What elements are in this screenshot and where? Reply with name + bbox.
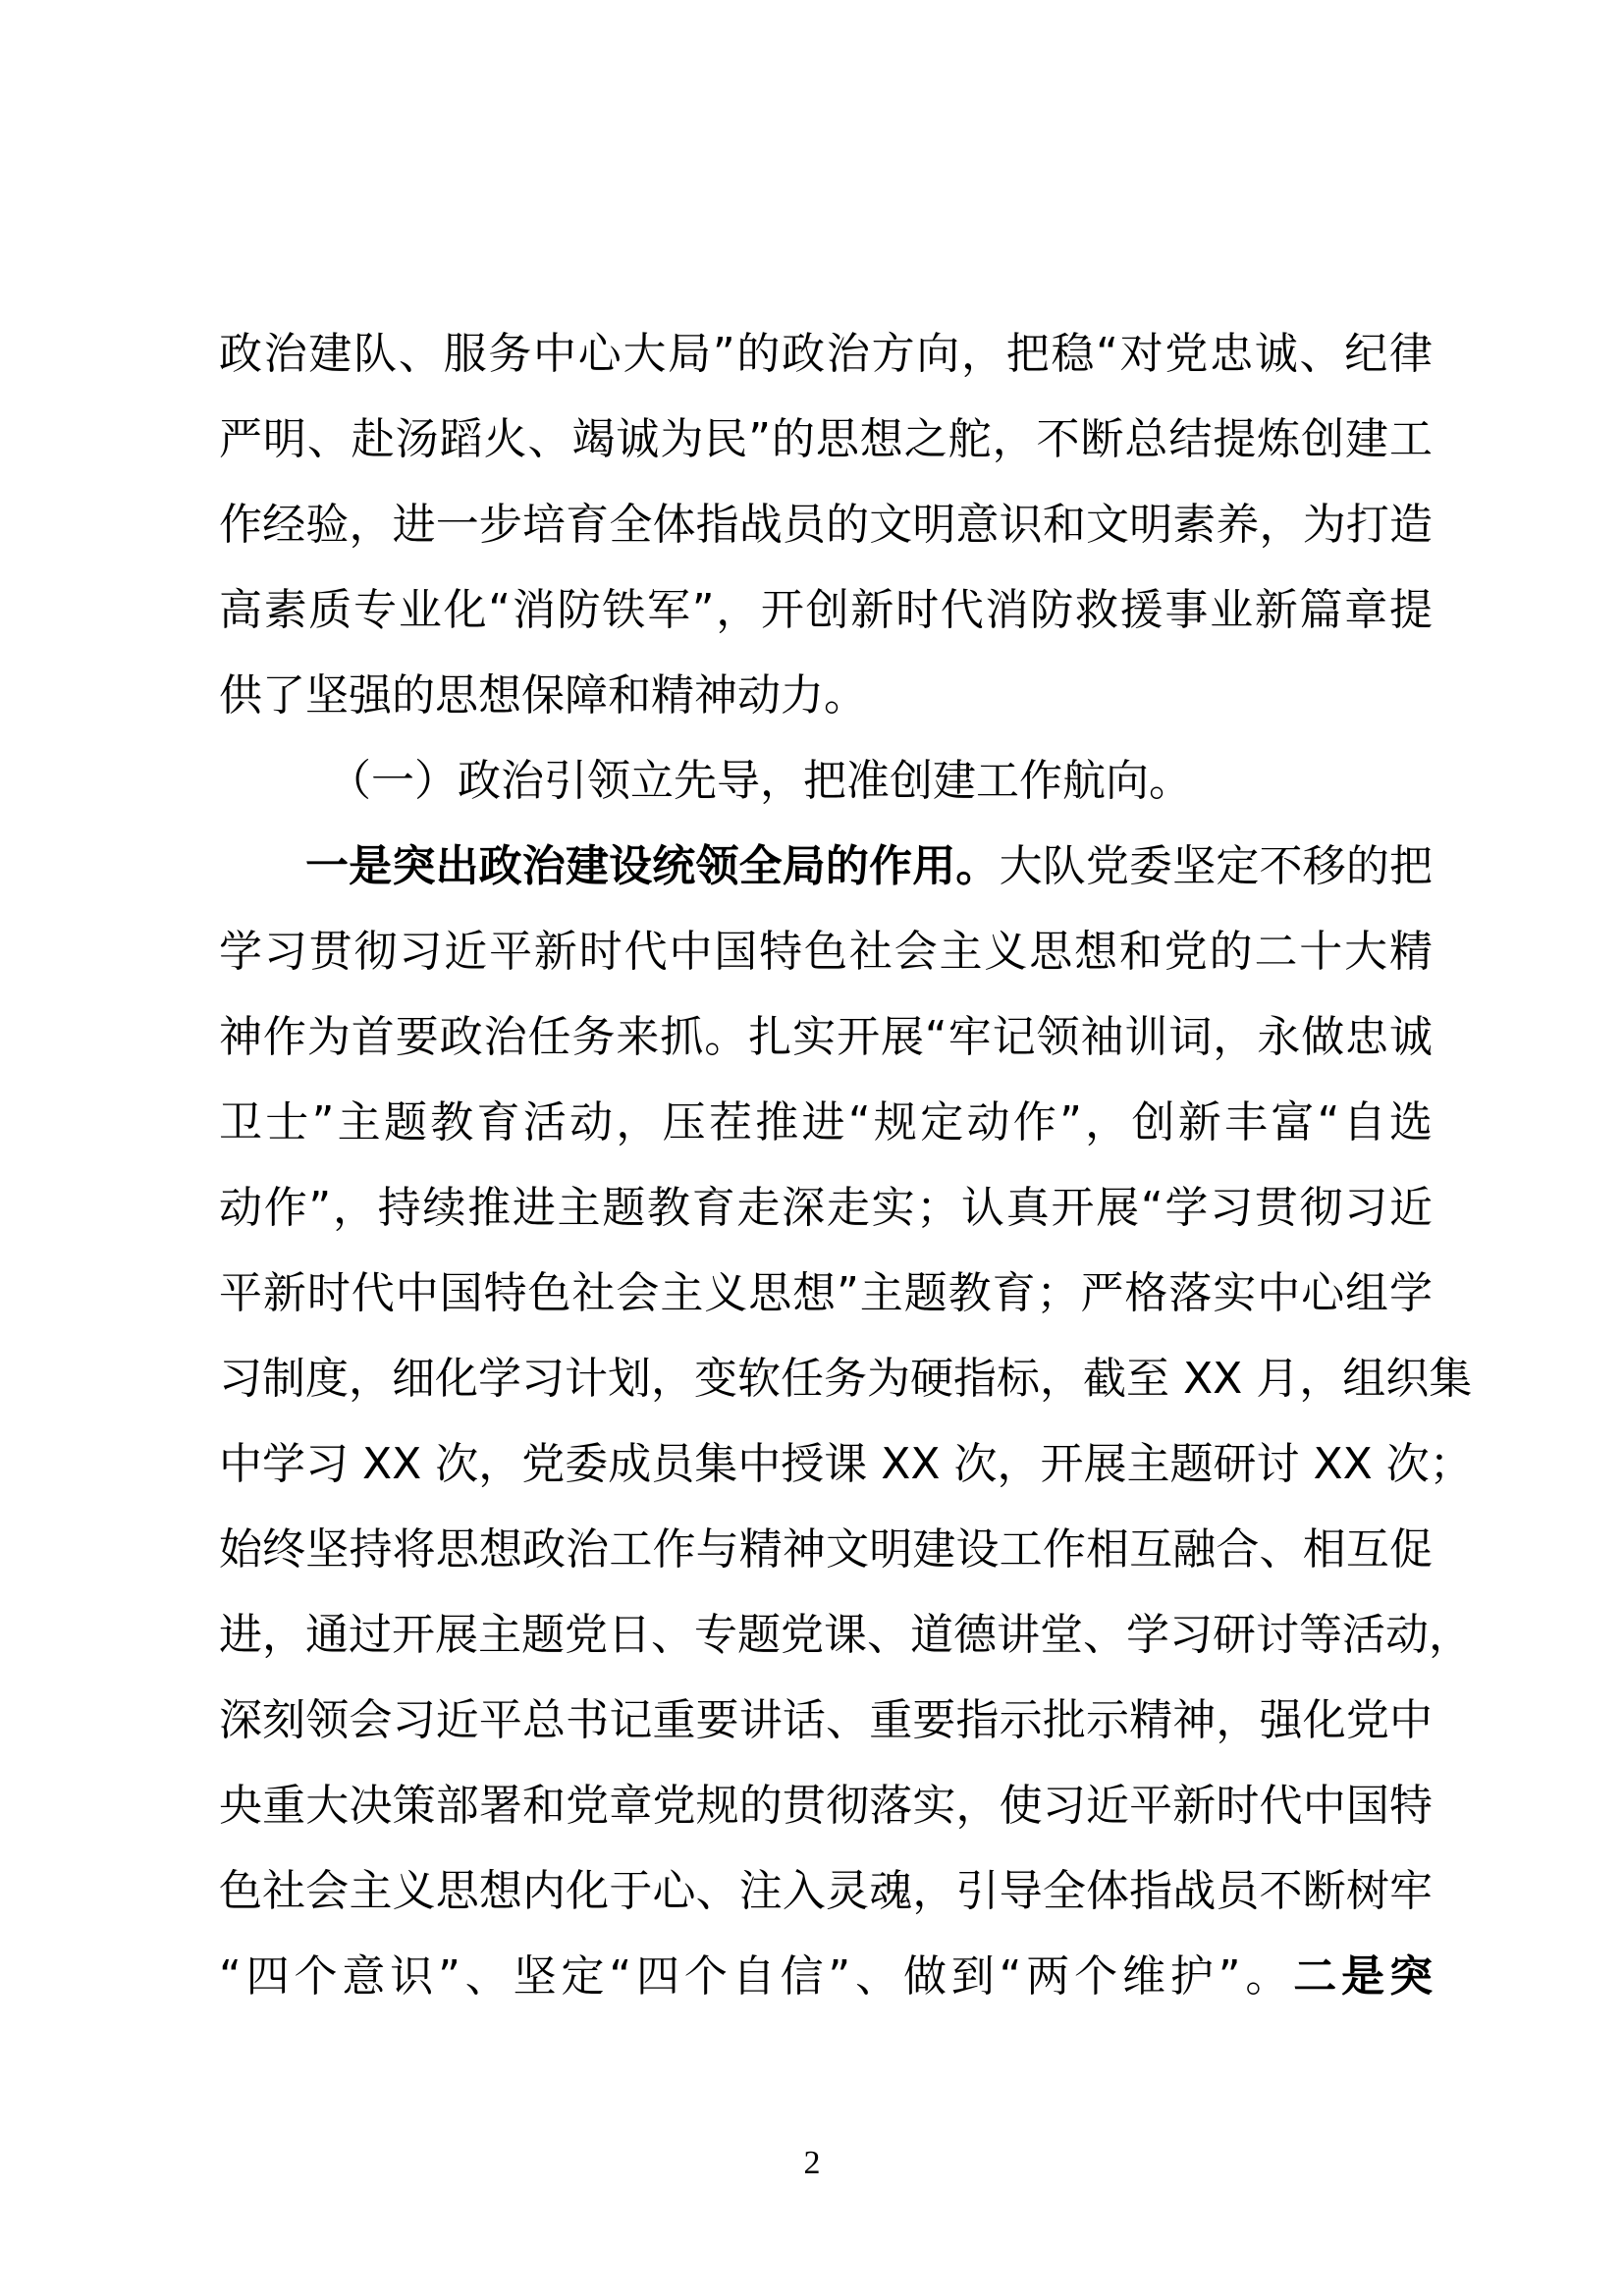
text-line: 政治建队、服务中心大局”的政治方向，把稳“对党忠诚、纪律: [219, 329, 1433, 379]
text-line: 高素质专业化“消防铁军”，开创新时代消防救援事业新篇章提: [219, 585, 1433, 635]
text-line: 中学习 XX 次，党委成员集中授课 XX 次，开展主题研讨 XX 次；: [219, 1439, 1473, 1489]
text-line: 卫士”主题教育活动，压茬推进“规定动作”，创新丰富“自选: [219, 1097, 1433, 1148]
text-span: “四个意识”、坚定“四个自信”、做到“两个维护”。: [219, 1951, 1294, 2002]
text-line: 深刻领会习近平总书记重要讲话、重要指示批示精神，强化党中: [219, 1695, 1433, 1745]
text-line: 始终坚持将思想政治工作与精神文明建设工作相互融合、相互促: [219, 1524, 1433, 1575]
text-line: 作经验，进一步培育全体指战员的文明意识和文明素养，为打造: [219, 500, 1433, 550]
text-line: 央重大决策部署和党章党规的贯彻落实，使习近平新时代中国特: [219, 1781, 1433, 1831]
text-line: 神作为首要政治任务来抓。扎实开展“牢记领袖训词，永做忠诚: [219, 1012, 1433, 1062]
section-heading: （一）政治引领立先导，把准创建工作航向。: [328, 756, 1192, 806]
text-line: 动作”，持续推进主题教育走深走实；认真开展“学习贯彻习近: [219, 1183, 1433, 1233]
text-line: [219, 1934, 1433, 2019]
page-number: 2: [803, 2145, 821, 2181]
bold-lead-sentence: 一是突出政治建设统领全局的作用。: [305, 841, 1000, 891]
text-line: 色社会主义思想内化于心、注入灵魂，引导全体指战员不断树牢: [219, 1866, 1433, 1916]
text-line: 进，通过开展主题党日、专题党课、道德讲堂、学习研讨等活动，: [219, 1610, 1472, 1660]
text-line: 供了坚强的思想保障和精神动力。: [219, 670, 867, 721]
text-span: 大队党委坚定不移的把: [999, 841, 1434, 891]
text-line: 学习贯彻习近平新时代中国特色社会主义思想和党的二十大精: [219, 927, 1433, 977]
document-body: [219, 311, 1473, 2019]
bold-lead-sentence: 二是突: [1293, 1951, 1434, 2002]
text-line: 严明、赴汤蹈火、竭诚为民”的思想之舵，不断总结提炼创建工: [219, 414, 1433, 464]
text-line: [219, 824, 1433, 909]
text-line: 平新时代中国特色社会主义思想”主题教育；严格落实中心组学: [219, 1268, 1433, 1318]
text-line: 习制度，细化学习计划，变软任务为硬指标，截至 XX 月，组织集: [219, 1354, 1473, 1404]
